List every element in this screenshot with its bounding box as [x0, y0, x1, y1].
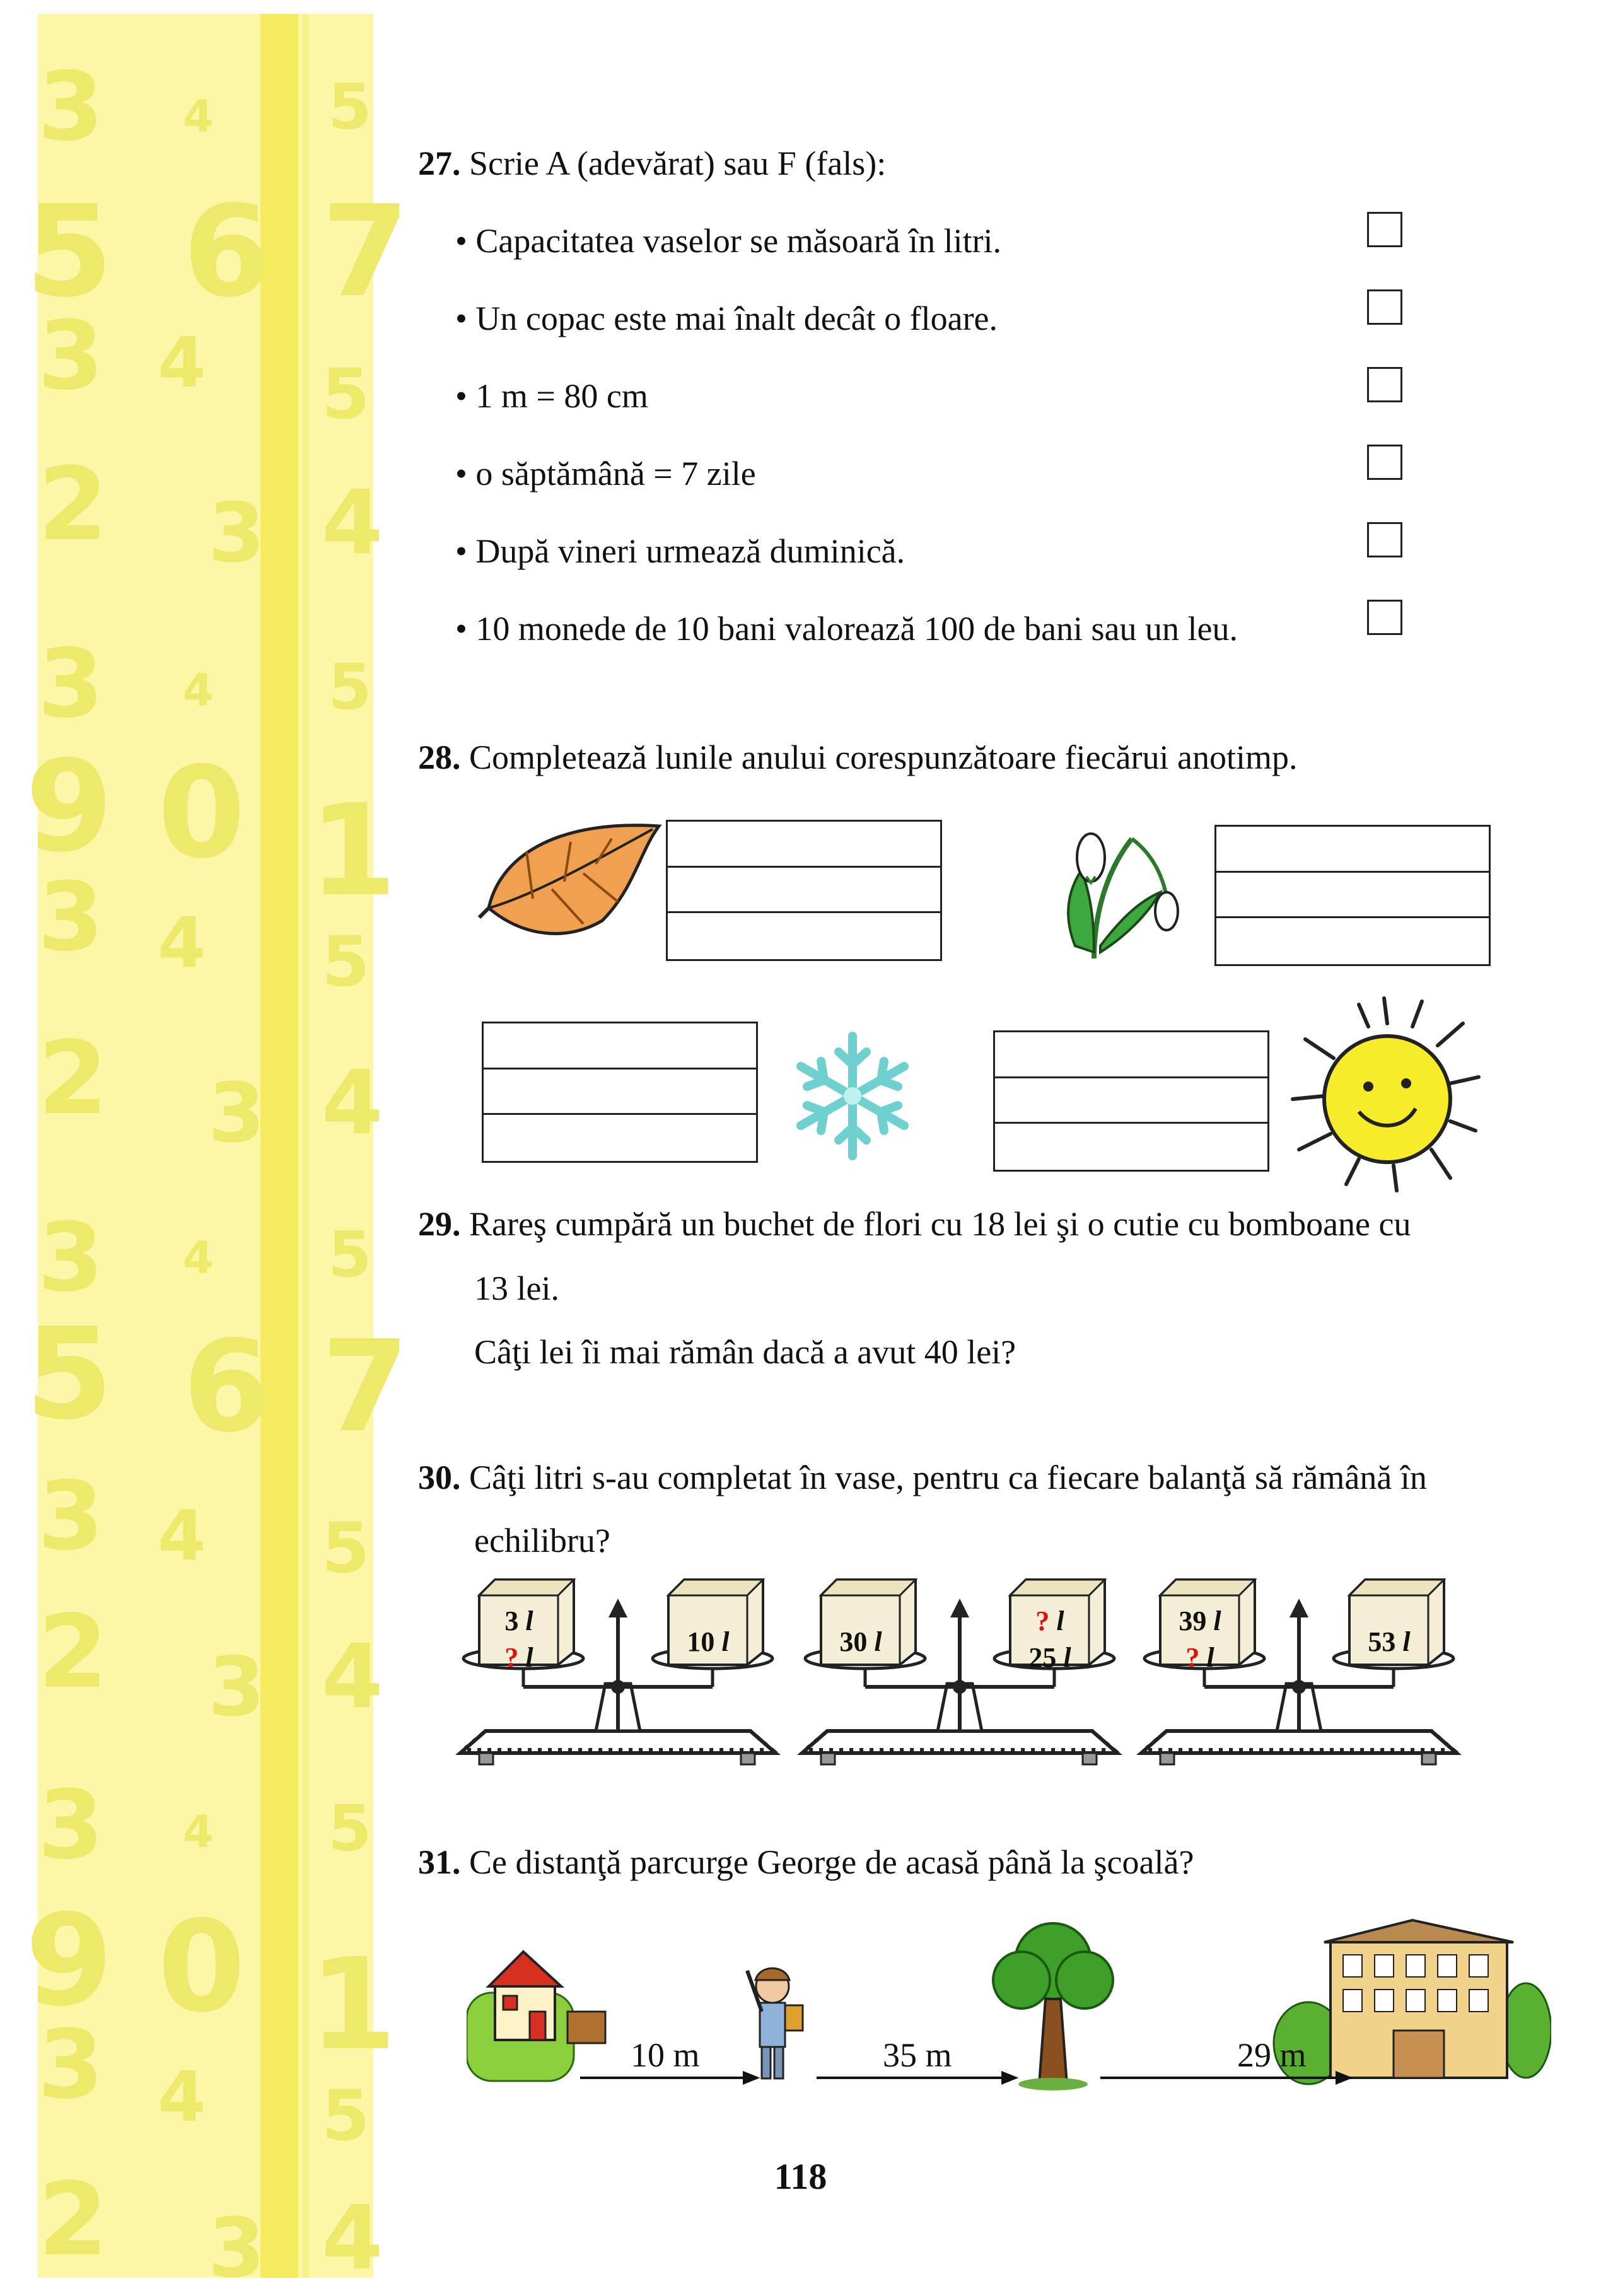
exercise-28-heading: [418, 738, 1297, 777]
decorative-digit: 4: [183, 665, 214, 716]
answer-checkbox[interactable]: [1367, 367, 1402, 402]
statement-item: • o săptămână = 7 zile: [455, 455, 756, 492]
answer-checkbox[interactable]: [1367, 212, 1402, 247]
decorative-digit: 0: [158, 740, 246, 887]
exercise-number: 27.: [418, 144, 461, 182]
decorative-digit: 2: [38, 2160, 108, 2278]
decorative-digit: 5: [322, 354, 370, 434]
tree-icon: [993, 1923, 1113, 2090]
exercise-number: 29.: [418, 1205, 461, 1243]
vessel-label-right: ? l: [1035, 1605, 1064, 1636]
decorative-digit: 5: [322, 921, 370, 1002]
decorative-digit: 3: [208, 2200, 265, 2296]
decorative-digit: 3: [38, 1462, 104, 1571]
decorative-digit: 2: [38, 1019, 108, 1137]
answer-box-autumn[interactable]: [666, 820, 942, 961]
decorative-digit: 4: [183, 1232, 214, 1284]
vessel-label-right: 10 l: [687, 1626, 730, 1657]
exercise-question: Câţi lei îi mai rămân dacă a avut 40 lei?: [474, 1333, 1016, 1371]
exercise-title: Ce distanţă parcurge George de acasă până la şcoală?: [469, 1843, 1194, 1881]
answer-box-summer[interactable]: [993, 1030, 1269, 1172]
decorative-digit: 3: [38, 629, 104, 739]
decorative-digit: 4: [158, 2056, 206, 2137]
boy-george-icon: [747, 1968, 803, 2078]
exercise-31-heading: [418, 1843, 1194, 1882]
snowflake-icon: [777, 1027, 928, 1165]
answer-checkbox[interactable]: [1367, 600, 1402, 635]
exercise-27-heading: [418, 144, 886, 183]
decorative-digit: 3: [38, 301, 104, 411]
decorative-digit: 0: [158, 1894, 246, 2041]
balance-scale: [796, 1570, 1124, 1778]
exercise-30-heading: [418, 1458, 1427, 1497]
sidebar-stripe-thin: [303, 14, 309, 2278]
decorative-digit: 4: [322, 2187, 383, 2290]
decorative-digit: 3: [38, 863, 104, 972]
sun-icon: [1280, 995, 1488, 1197]
distance-label: 29 m: [1237, 2036, 1307, 2074]
answer-checkbox[interactable]: [1367, 289, 1402, 325]
decorative-digit: 4: [158, 322, 206, 403]
route-illustration: [467, 1917, 1551, 2094]
vessel-label-right: 53 l: [1368, 1626, 1411, 1657]
vessel-label-left: 39 l: [1179, 1605, 1221, 1636]
decorative-digit: 4: [322, 1626, 383, 1728]
exercise-text: echilibru?: [474, 1522, 610, 1559]
sidebar-stripe: [260, 14, 298, 2278]
answer-box-winter[interactable]: [482, 1022, 758, 1163]
decorative-digit: 3: [38, 1203, 104, 1313]
decorative-digit: 3: [38, 2010, 104, 2120]
decorative-digit: 5: [322, 2075, 370, 2156]
decorative-digit: 3: [38, 52, 104, 162]
exercise-title: Completează lunile anului corespunzătoare fiecărui anotimp.: [469, 738, 1298, 776]
autumn-leaf-icon: [476, 813, 665, 946]
vessel-label-left: ? l: [1185, 1642, 1214, 1673]
decorative-digit: 4: [183, 1806, 214, 1858]
decorative-digit: 5: [328, 70, 372, 144]
vessel-label-right: 25 l: [1028, 1642, 1071, 1673]
vessel-label-left: 30 l: [839, 1626, 882, 1657]
decorative-digit: 4: [158, 1495, 206, 1576]
answer-box-spring[interactable]: [1214, 825, 1491, 966]
decorative-digit: 3: [208, 1065, 265, 1161]
decorative-digit: 7: [322, 1314, 410, 1460]
decorative-digit: 4: [322, 1052, 383, 1155]
answer-checkbox[interactable]: [1367, 522, 1402, 557]
exercise-text: 13 lei.: [474, 1269, 559, 1307]
decorative-digit: 1: [309, 1932, 397, 2078]
decorative-digit: 9: [25, 1887, 114, 2034]
exercise-number: 28.: [418, 738, 461, 776]
statement-item: • După vineri urmează duminică.: [455, 532, 905, 570]
exercise-text: Rareş cumpără un buchet de flori cu 18 lei şi o cutie cu bomboane cu: [469, 1205, 1411, 1243]
exercise-text: Câţi litri s-au completat în vase, pentru ca fiecare balanţă să rămână în: [469, 1459, 1427, 1496]
house-icon: [467, 1952, 605, 2081]
decorative-digit: 3: [38, 1771, 104, 1880]
decorative-digit: 5: [328, 1792, 372, 1865]
distance-label: 10 m: [631, 2036, 700, 2074]
page-number: 118: [774, 2156, 827, 2197]
decorative-digit: 2: [38, 445, 108, 563]
decorative-digit: 3: [208, 1639, 265, 1735]
balance-scale: [1135, 1570, 1463, 1778]
answer-checkbox[interactable]: [1367, 445, 1402, 480]
exercise-number: 31.: [418, 1843, 461, 1881]
snowdrop-flower-icon: [1037, 820, 1195, 962]
balance-scale: [454, 1570, 782, 1778]
decorative-digit: 6: [183, 1314, 271, 1460]
decorative-digit: 5: [328, 650, 372, 724]
decorative-digit: 5: [328, 1218, 372, 1291]
decorative-digit: 3: [208, 485, 265, 581]
decorative-digit: 2: [38, 1593, 108, 1711]
distance-label: 35 m: [883, 2036, 952, 2074]
statement-item: • 1 m = 80 cm: [455, 377, 648, 415]
decorative-digit: 6: [183, 178, 271, 325]
exercise-number: 30.: [418, 1459, 461, 1496]
vessel-label-left: 3 l: [504, 1605, 533, 1636]
decorative-digit: 5: [25, 1301, 114, 1448]
decorative-digit: 4: [322, 472, 383, 574]
decorative-digit: 4: [183, 91, 214, 143]
decorative-digit: 9: [25, 733, 114, 880]
decorative-digit: 5: [322, 1508, 370, 1588]
statement-item: • Capacitatea vaselor se măsoară în litri.: [455, 222, 1002, 260]
statement-item: • 10 monede de 10 bani valorează 100 de bani sau un leu.: [455, 610, 1238, 648]
statement-item: • Un copac este mai înalt decât o floare.: [455, 300, 998, 337]
decorative-digit: 1: [309, 778, 397, 924]
school-icon: [1274, 1920, 1551, 2084]
decorative-digit: 4: [158, 902, 206, 983]
exercise-title: Scrie A (adevărat) sau F (fals):: [469, 144, 887, 182]
decorative-digit: 7: [322, 178, 410, 325]
vessel-label-left: ? l: [504, 1642, 533, 1673]
decorative-digit: 5: [25, 178, 114, 325]
exercise-29-heading: [418, 1204, 1411, 1244]
